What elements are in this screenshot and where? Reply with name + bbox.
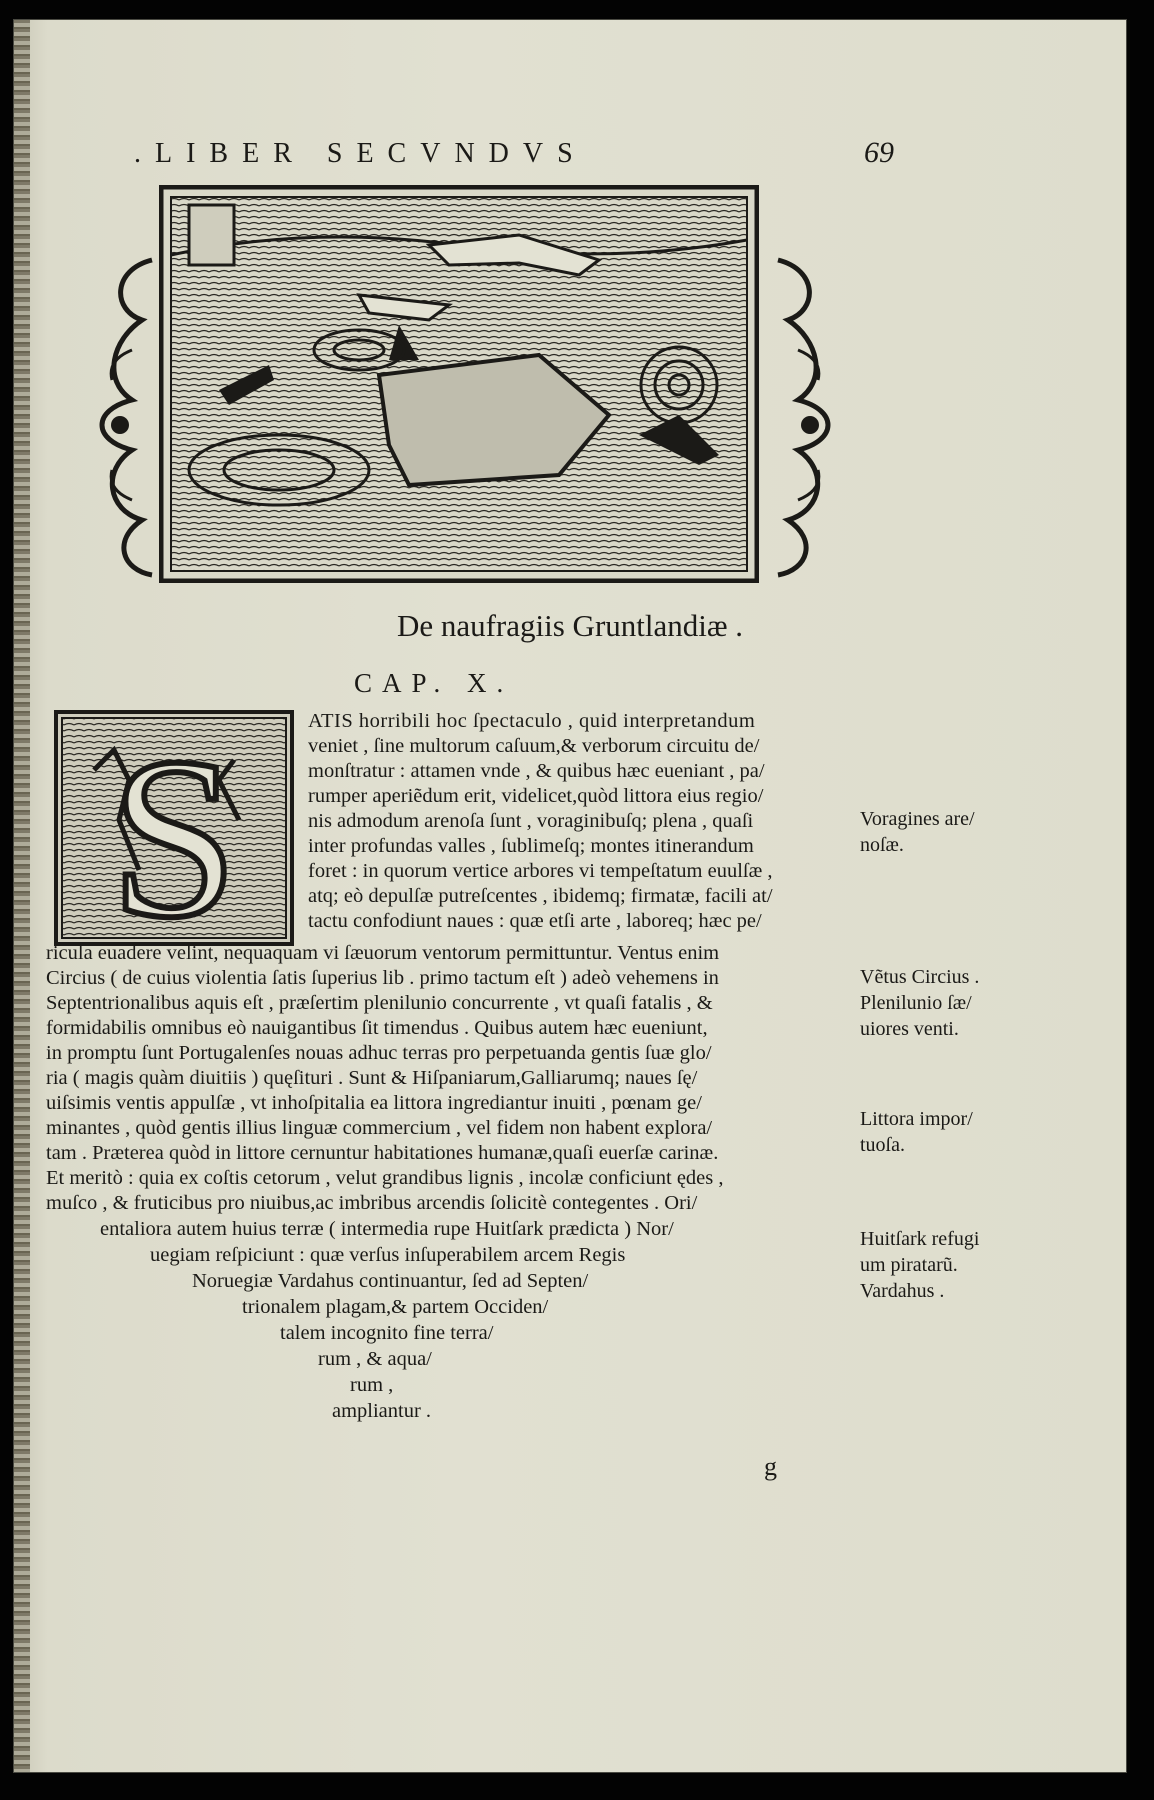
signature-mark: g bbox=[764, 1452, 777, 1481]
shipwreck-woodcut bbox=[159, 185, 759, 583]
page-number: 69 bbox=[864, 136, 894, 169]
body-line: monſtratur : attamen vnde , & quibus hæc eueniant , pa/ bbox=[308, 760, 765, 782]
body-line: Septentrionalibus aquis eſt , præſertim plenilunio concurrente , vt quaſi fatalis , & bbox=[46, 992, 713, 1014]
body-line: Circius ( de cuius violentia ſatis ſuperius lib . primo tactum eſt ) adeò vehemens in bbox=[46, 967, 719, 989]
margin-note-line: um piratarũ. bbox=[860, 1254, 958, 1276]
margin-note-line: tuoſa. bbox=[860, 1134, 905, 1156]
chapter-title: De naufragiis Gruntlandiæ . bbox=[396, 608, 744, 643]
body-line: Et meritò : quia ex coſtis cetorum , velut grandibus lignis , incolæ conficiunt ędes , bbox=[46, 1167, 724, 1189]
body-line: rum , bbox=[350, 1374, 394, 1396]
body-line: muſco , & fruticibus pro niuibus,ac imbribus arcendis ſolicitè contegentes . Ori/ bbox=[46, 1192, 698, 1214]
body-line: ampliantur . bbox=[332, 1400, 432, 1422]
margin-note bbox=[860, 806, 975, 858]
margin-note-line: uiores venti. bbox=[860, 1018, 959, 1040]
body-line: foret : in quorum vertice arbores vi tempeſtatum euulſæ , bbox=[308, 860, 773, 882]
margin-note bbox=[860, 1226, 979, 1304]
body-line: minantes , quòd gentis illius linguæ commercium , vel fidem non habent explora/ bbox=[46, 1117, 713, 1139]
margin-note-line: Plenilunio ſæ/ bbox=[860, 992, 972, 1014]
body-line: atq; eò depulſæ putreſcentes , ibidemq; firmatæ, facili at/ bbox=[308, 885, 773, 907]
margin-note bbox=[860, 1106, 973, 1158]
margin-note-line: noſæ. bbox=[860, 834, 904, 856]
body-line: uiſsimis ventis appulſæ , vt inhoſpitalia ea littora ingrediantur inuiti , pœnam ge/ bbox=[46, 1092, 702, 1114]
body-line: trionalem plagam,& partem Occiden/ bbox=[242, 1296, 549, 1318]
body-line: tactu confodiunt naues : quæ etſi arte , laboreq; hæc pe/ bbox=[308, 910, 762, 932]
svg-text:S: S bbox=[110, 710, 238, 946]
body-line: rum , & aqua/ bbox=[318, 1348, 432, 1370]
margin-note-line: Littora impor/ bbox=[860, 1108, 973, 1130]
margin-note-line: Huitſark refugi bbox=[860, 1228, 980, 1250]
body-line: tam . Præterea quòd in littore cernuntur habitationes humanæ,quaſi euerſæ carinæ. bbox=[46, 1142, 719, 1164]
margin-note-line: Vẽtus Circius . bbox=[860, 966, 980, 988]
margin-note-line: Voragines are/ bbox=[860, 808, 975, 830]
body-line: rumper aperiẽdum erit, videlicet,quòd littora eius regio/ bbox=[308, 785, 764, 807]
right-ornament bbox=[756, 250, 838, 580]
chapter-number: CAP. X. bbox=[354, 668, 514, 698]
book-page bbox=[14, 20, 1126, 1772]
body-line: entaliora autem huius terræ ( intermedia rupe Huitſark prædicta ) Nor/ bbox=[100, 1218, 674, 1240]
running-head: .LIBER SECVNDVS bbox=[134, 138, 587, 169]
body-line: formidabilis omnibus eò nauigantibus ſit timendus . Quibus autem hæc eueniunt, bbox=[46, 1017, 708, 1039]
page-gutter bbox=[14, 20, 30, 1772]
body-line: inter profundas valles , ſublimeſq; montes itinerandum bbox=[308, 835, 754, 857]
body-line: ria ( magis quàm diuitiis ) quęſituri . Sunt & Hiſpaniarum,Galliarumq; naues ſę/ bbox=[46, 1067, 698, 1089]
body-line: in promptu ſunt Portugalenſes nouas adhuc terras pro perpetuanda gentis ſuæ glo/ bbox=[46, 1042, 712, 1064]
body-line: ricula euadere velint, nequaquam vi ſæuorum ventorum permittuntur. Ventus enim bbox=[46, 942, 720, 964]
body-line: ATIS horribili hoc ſpectaculo , quid interpretandum bbox=[308, 710, 756, 732]
body-line: nis admodum arenoſa ſunt , voraginibuſq; plena , quaſi bbox=[308, 810, 754, 832]
initial-s-woodcut bbox=[54, 710, 294, 946]
body-line: veniet , ſine multorum caſuum,& verborum circuitu de/ bbox=[308, 735, 760, 757]
margin-note bbox=[860, 964, 979, 1042]
margin-note-line: Vardahus . bbox=[860, 1280, 945, 1302]
body-line: uegiam reſpiciunt : quæ verſus inſuperabilem arcem Regis bbox=[150, 1244, 626, 1266]
body-line: talem incognito fine terra/ bbox=[280, 1322, 494, 1344]
body-line: Noruegiæ Vardahus continuantur, ſed ad Septen/ bbox=[192, 1270, 589, 1292]
